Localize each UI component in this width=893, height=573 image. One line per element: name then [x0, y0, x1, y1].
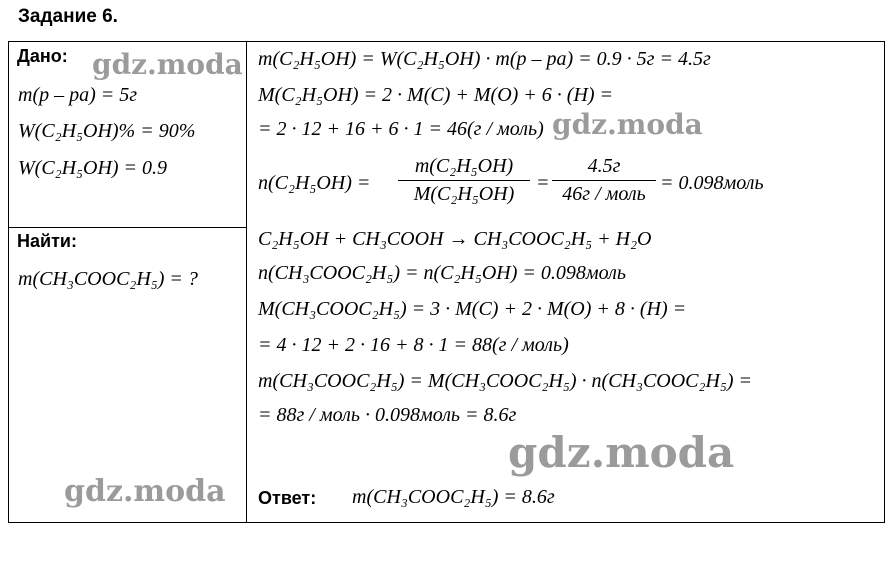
solution-line-10: = 88г / моль · 0.098моль = 8.6г	[258, 404, 517, 426]
fraction-1-denominator: M(C₂H₅OH)	[413, 183, 515, 205]
column-divider	[246, 41, 247, 523]
watermark: gdz.moda	[92, 48, 243, 81]
solution-line-4-lhs: n(C₂H₅OH) =	[258, 172, 371, 194]
watermark: gdz.moda	[508, 428, 735, 477]
given-line-percent: W(C₂H₅OH)% = 90%	[18, 120, 196, 142]
answer-value: m(CH₃COOC₂H₅) = 8.6г	[352, 486, 555, 508]
answer-label: Ответ:	[258, 488, 317, 508]
fraction-moles-1	[398, 155, 530, 206]
solution-line-2: M(C₂H₅OH) = 2 · M(C) + M(O) + 6 · (H) =	[258, 84, 614, 106]
given-find-divider	[8, 227, 247, 228]
solution-line-1: m(C₂H₅OH) = W(C₂H₅OH) · m(p – pa) = 0.9 · 5г = 4.5г	[258, 48, 711, 70]
watermark: gdz.moda	[552, 108, 703, 141]
solution-line-8: = 4 · 12 + 2 · 16 + 8 · 1 = 88(г / моль)	[258, 334, 569, 356]
reaction-equation: C₂H₅OH + CH₃COOH → CH₃COOC₂H₅ + H₂O	[258, 228, 652, 250]
solution-line-6: n(CH₃COOC₂H₅) = n(C₂H₅OH) = 0.098моль	[258, 262, 626, 284]
fraction-1-bar	[398, 180, 530, 181]
given-line-mass: m(p – pa) = 5г	[18, 84, 138, 106]
solution-line-4-rhs: = 0.098моль	[660, 172, 764, 194]
fraction-moles-2	[552, 155, 656, 206]
given-line-fraction: W(C₂H₅OH) = 0.9	[18, 157, 168, 179]
watermark: gdz.moda	[64, 474, 226, 509]
given-label: Дано:	[17, 46, 68, 66]
fraction-1-numerator: m(C₂H₅OH)	[414, 155, 514, 177]
fraction-2-bar	[552, 180, 656, 181]
find-line: m(CH₃COOC₂H₅) = ?	[18, 268, 198, 290]
fraction-2-numerator: 4.5г	[587, 155, 621, 177]
solution-line-9: m(CH₃COOC₂H₅) = M(CH₃COOC₂H₅) · n(CH₃COOC₂H₅) =	[258, 370, 753, 392]
solution-line-3: = 2 · 12 + 16 + 6 · 1 = 46(г / моль)	[258, 118, 544, 140]
task-heading: Задание 6.	[18, 6, 118, 27]
solution-line-7: M(CH₃COOC₂H₅) = 3 · M(C) + 2 · M(O) + 8 · (H) =	[258, 298, 687, 320]
solution-line-4-eq: =	[536, 172, 550, 194]
fraction-2-denominator: 46г / моль	[562, 183, 646, 205]
find-label: Найти:	[17, 231, 77, 251]
